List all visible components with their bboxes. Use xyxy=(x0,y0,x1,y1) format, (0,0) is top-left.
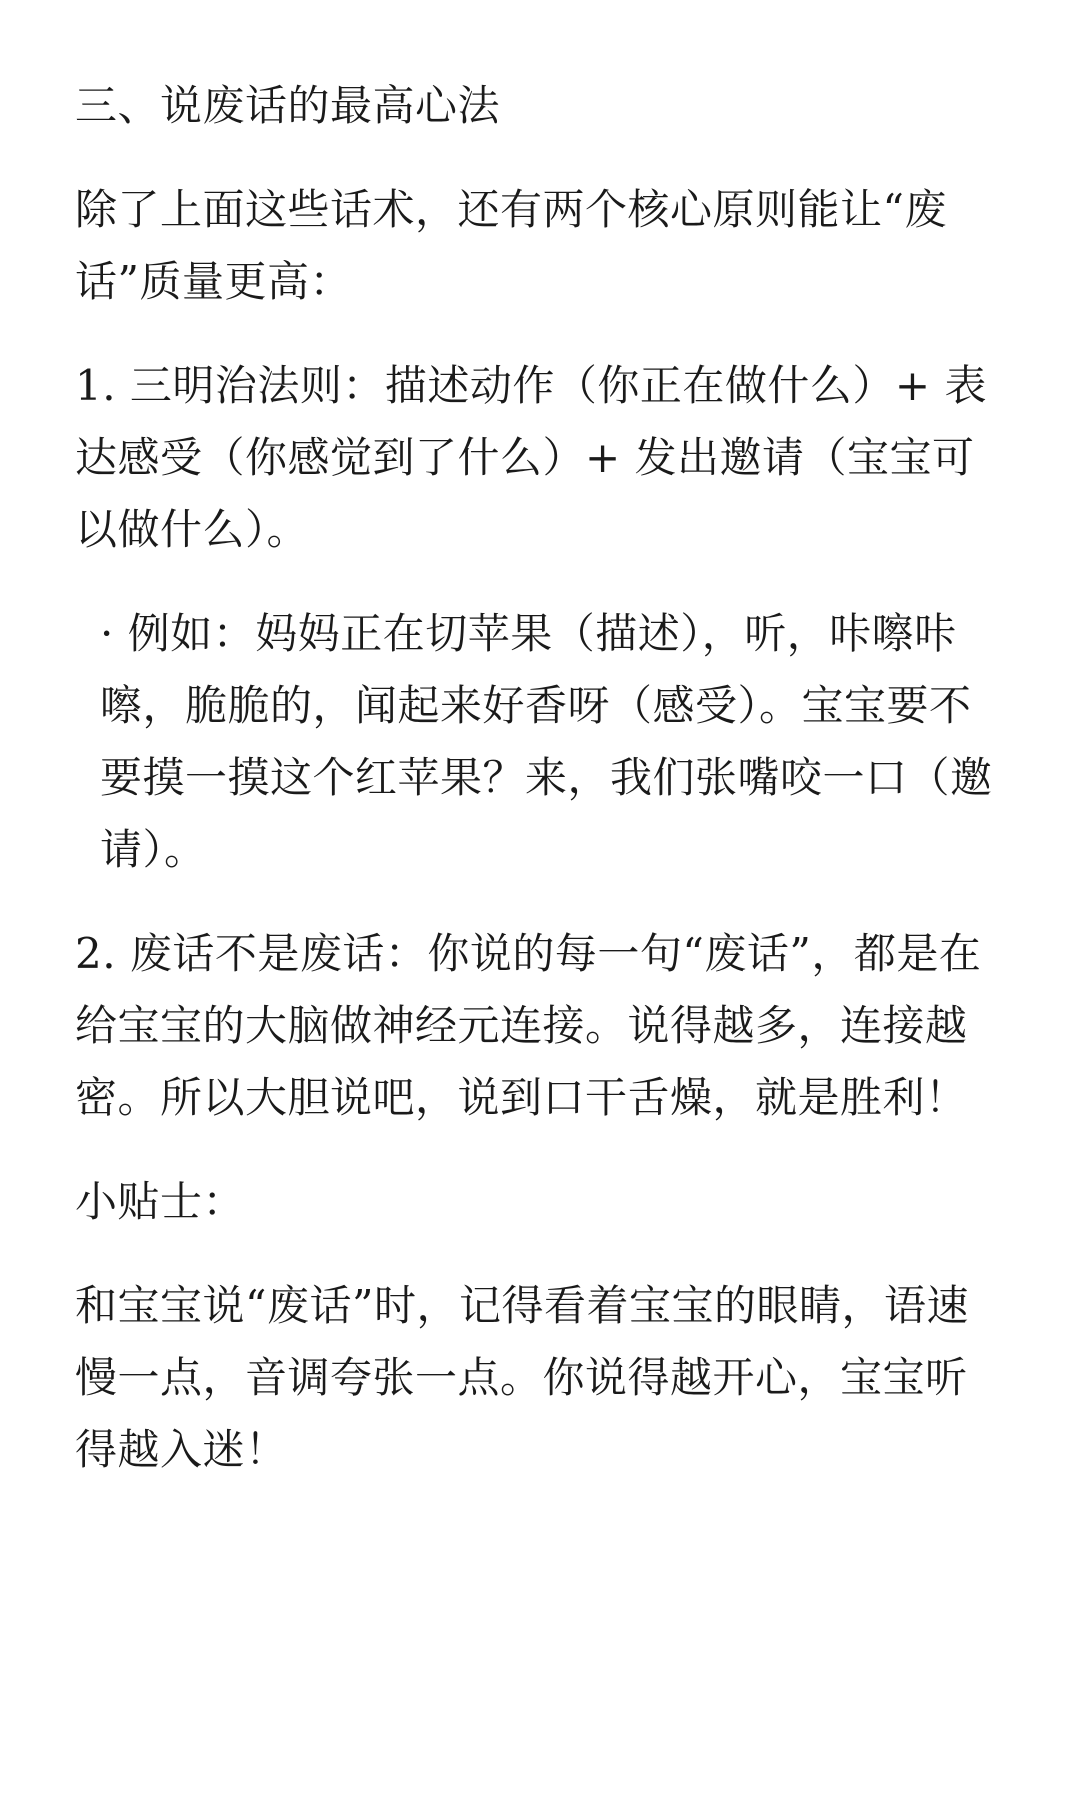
tip-body: 和宝宝说“废话”时，记得看着宝宝的眼睛，语速慢一点，音调夸张一点。你说得越开心，宝宝听得越入迷！ xyxy=(75,1281,969,1474)
example-paragraph: · 例如：妈妈正在切苹果（描述），听，咔嚓咔嚓，脆脆的，闻起来好香呀（感受）。宝宝要不要摸一摸这个红苹果？来，我们张嘴咬一口（邀请）。 xyxy=(100,609,993,874)
tip-title: 小贴士： xyxy=(75,1177,246,1226)
rule-1-paragraph: 1. 三明治法则：描述动作（你正在做什么）+ 表达感受（你感觉到了什么）+ 发出邀请（宝宝可以做什么）。 xyxy=(75,361,987,554)
rule-2-paragraph: 2. 废话不是废话：你说的每一句“废话”，都是在给宝宝的大脑做神经元连接。说得越多，连接越密。所以大胆说吧，说到口干舌燥，就是胜利！ xyxy=(75,929,982,1122)
section-heading: 三、说废话的最高心法 xyxy=(75,81,501,130)
intro-paragraph: 除了上面这些话术，还有两个核心原则能让“废话”质量更高： xyxy=(75,185,947,306)
